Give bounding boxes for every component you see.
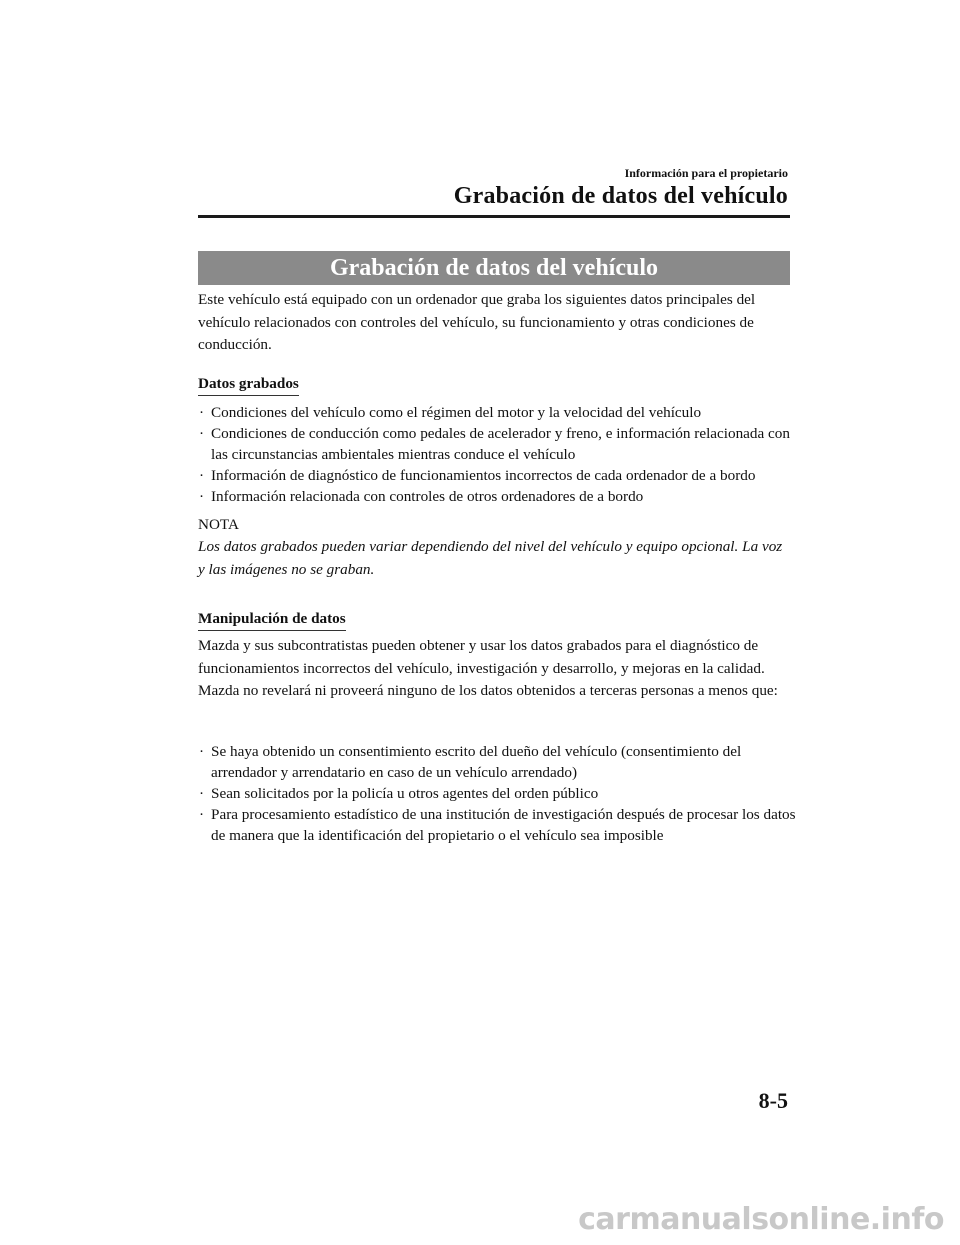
- list-item: · Información de diagnóstico de funcionamientos incorrectos de cada ordenador de a bordo: [199, 467, 756, 484]
- bullet-icon: ·: [199, 467, 205, 484]
- watermark: carmanualsonline.info: [578, 1202, 944, 1237]
- nota-label: NOTA: [198, 516, 239, 533]
- manipulacion-paragraph-2: Mazda no revelará ni proveerá ninguno de los datos obtenidos a terceras personas a menos que:: [198, 682, 778, 699]
- manipulacion-list: [197, 741, 797, 846]
- nota-text: Los datos grabados pueden variar dependiendo del nivel del vehículo y equipo opcional. La voz y las imágenes no se graban.: [198, 538, 783, 578]
- datos-grabados-list: [197, 402, 797, 507]
- bullet-icon: ·: [199, 425, 205, 442]
- bullet-icon: ·: [199, 806, 205, 823]
- page-number: 8-5: [758, 1088, 788, 1113]
- list-item: · Condiciones del vehículo como el régimen del motor y la velocidad del vehículo: [199, 404, 702, 421]
- bullet-icon: ·: [199, 488, 205, 505]
- section-banner: Grabación de datos del vehículo: [198, 251, 790, 285]
- list-item: · Para procesamiento estadístico de una institución de investigación después de procesar los datos de manera que la identificación del propietario o el vehículo sea imposible: [199, 806, 796, 844]
- header-divider: [198, 215, 790, 218]
- header-title: Grabación de datos del vehículo: [453, 183, 788, 209]
- bullet-icon: ·: [199, 404, 205, 421]
- manipulacion-heading: Manipulación de datos: [198, 609, 346, 631]
- list-item: · Sean solicitados por la policía u otros agentes del orden público: [199, 785, 599, 802]
- datos-grabados-heading: Datos grabados: [198, 374, 299, 396]
- list-item: · Se haya obtenido un consentimiento escrito del dueño del vehículo (consentimiento del arrendador y arrendatario en caso de un vehículo arrendado): [199, 743, 742, 781]
- intro-paragraph: Este vehículo está equipado con un ordenador que graba los siguientes datos principales del vehículo relacionados con controles del vehículo, su funcionamiento y otras condiciones de conducción.: [198, 291, 756, 353]
- list-item: · Información relacionada con controles de otros ordenadores de a bordo: [199, 488, 644, 505]
- bullet-icon: ·: [199, 785, 205, 802]
- bullet-icon: ·: [199, 743, 205, 760]
- header-subtitle: Información para el propietario: [624, 166, 788, 180]
- manipulacion-paragraphs: [198, 635, 792, 703]
- manipulacion-paragraph-1: Mazda y sus subcontratistas pueden obtener y usar los datos grabados para el diagnóstico de funcionamientos incorrectos del vehículo, investigación y desarrollo, y mejoras en la calidad.: [198, 637, 765, 677]
- list-item: · Condiciones de conducción como pedales de acelerador y freno, e información relacionada con las circunstancias ambientales mientras conduce el vehículo: [199, 425, 790, 463]
